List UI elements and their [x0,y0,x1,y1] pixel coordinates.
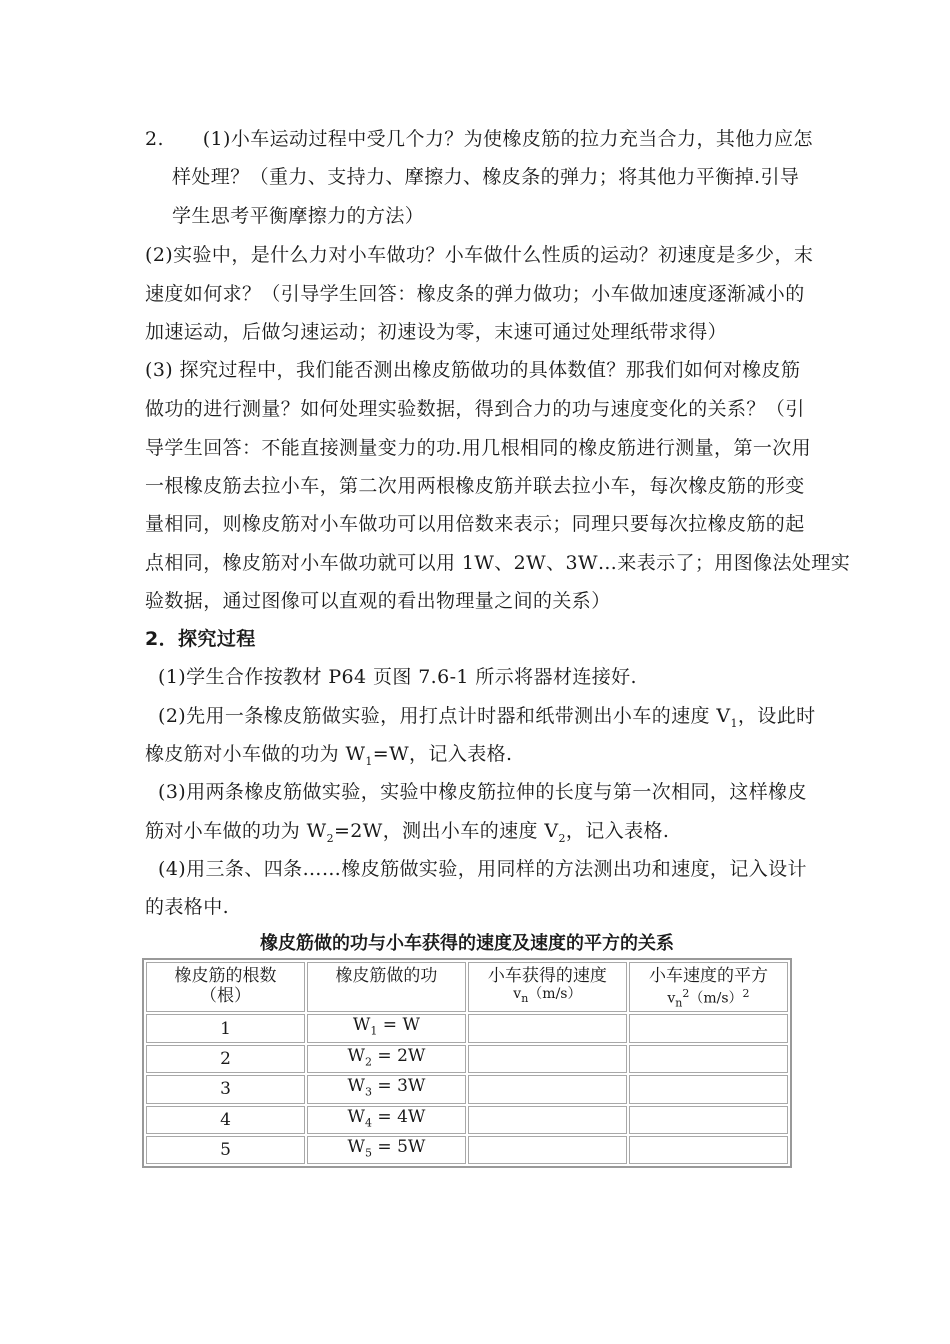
header-unit: （根） [200,986,252,1006]
step-1: (1)学生合作按教材 P64 页图 7.6-1 所示将器材连接好. [158,666,637,688]
cell-work: $W_4 = 4W$ [307,1106,466,1134]
table-header-row [146,962,788,1012]
cell-count: 2 [146,1045,305,1073]
header-cell-count [146,962,305,1012]
cell-speed-squared[interactable] [629,1014,788,1042]
cell-count: 4 [146,1106,305,1134]
cell-work: $W_3 = 3W$ [307,1075,466,1103]
text-line: 加速运动，后做匀速运动；初速设为零，末速可通过处理纸带求得） [145,321,728,343]
section-title: 2．探究过程 [145,628,256,650]
text-line: 一根橡皮筋去拉小车，第二次用两根橡皮筋并联去拉小车，每次橡皮筋的形变 [145,475,805,497]
header-label: 橡皮筋的根数 [174,966,277,986]
header-label: 橡皮筋做的功 [335,966,438,986]
text-line: 验数据，通过图像可以直观的看出物理量之间的关系） [145,590,611,612]
header-label: 小车获得的速度 [487,966,607,986]
header-cell-speed-squared [629,962,788,1012]
table-row [146,1075,788,1103]
step-text: =2W，测出小车的速度 V [333,820,559,842]
step-text: ，设此时 [737,705,816,727]
cell-speed[interactable] [468,1106,627,1134]
cell-count: 5 [146,1136,305,1164]
header-label: 小车速度的平方 [648,966,768,986]
cell-speed[interactable] [468,1136,627,1164]
step-text: 筋对小车做的功为 W [145,820,327,842]
step-text: (2)先用一条橡皮筋做实验，用打点计时器和纸带测出小车的速度 V [158,705,731,727]
step-4-line-2: 的表格中. [145,896,230,918]
text-line: 2. (1)小车运动过程中受几个力？为使橡皮筋的拉力充当合力，其他力应怎 [145,128,813,150]
header-unit: $v_n(m/s)$ [513,986,582,1005]
data-table [142,958,792,1168]
cell-work: $W_2 = 2W$ [307,1045,466,1073]
cell-speed[interactable] [468,1045,627,1073]
subscript: 1 [730,716,738,730]
text-line: 速度如何求？（引导学生回答：橡皮条的弹力做功；小车做加速度逐渐减小的 [145,283,805,305]
cell-speed-squared[interactable] [629,1045,788,1073]
text-line: (2)实验中，是什么力对小车做功？小车做什么性质的运动？初速度是多少，末 [145,244,814,266]
cell-count: 3 [146,1075,305,1103]
step-text: ，记入表格. [565,820,670,842]
text-line: 做功的进行测量？如何处理实验数据，得到合力的功与速度变化的关系？（引 [145,398,805,420]
cell-work: $W_5 = 5W$ [307,1136,466,1164]
text-line: 量相同，则橡皮筋对小车做功可以用倍数来表示；同理只要每次拉橡皮筋的起 [145,513,805,535]
table-row [146,1014,788,1042]
table-row [146,1136,788,1164]
table-caption: 橡皮筋做的功与小车获得的速度及速度的平方的关系 [260,933,674,954]
cell-speed-squared[interactable] [629,1136,788,1164]
step-4-line-1: (4)用三条、四条……橡皮筋做实验，用同样的方法测出功和速度，记入设计 [158,858,807,880]
step-text: 橡皮筋对小车做的功为 W [145,743,366,765]
table-row [146,1045,788,1073]
cell-work: $W_1 = W$ [307,1014,466,1042]
header-cell-work [307,962,466,1012]
step-3-line-1: (3)用两条橡皮筋做实验，实验中橡皮筋拉伸的长度与第一次相同，这样橡皮 [158,781,807,803]
cell-speed-squared[interactable] [629,1106,788,1134]
cell-speed[interactable] [468,1075,627,1103]
cell-count: 1 [146,1014,305,1042]
cell-speed[interactable] [468,1014,627,1042]
text-line: 导学生回答：不能直接测量变力的功.用几根相同的橡皮筋进行测量，第一次用 [145,437,812,459]
step-text: =W，记入表格. [372,743,513,765]
text-line: 学生思考平衡摩擦力的方法） [172,205,425,227]
subscript: 2 [326,831,334,845]
text-line: 点相同，橡皮筋对小车做功就可以用 1W、2W、3W…来表示了；用图像法处理实 [145,552,851,574]
header-cell-speed [468,962,627,1012]
table-row [146,1106,788,1134]
subscript: 2 [558,831,566,845]
step-2-line-2 [145,742,512,774]
subscript: 1 [365,754,373,768]
text-line: (3) 探究过程中，我们能否测出橡皮筋做功的具体数值？那我们如何对橡皮筋 [145,359,801,381]
header-unit: $v_n^2(m/s)^2$ [667,987,750,1010]
text-line: 样处理？（重力、支持力、摩擦力、橡皮条的弹力；将其他力平衡掉.引导 [172,166,800,188]
cell-speed-squared[interactable] [629,1075,788,1103]
step-3-line-2 [145,819,669,851]
step-2-line-1 [158,704,816,736]
